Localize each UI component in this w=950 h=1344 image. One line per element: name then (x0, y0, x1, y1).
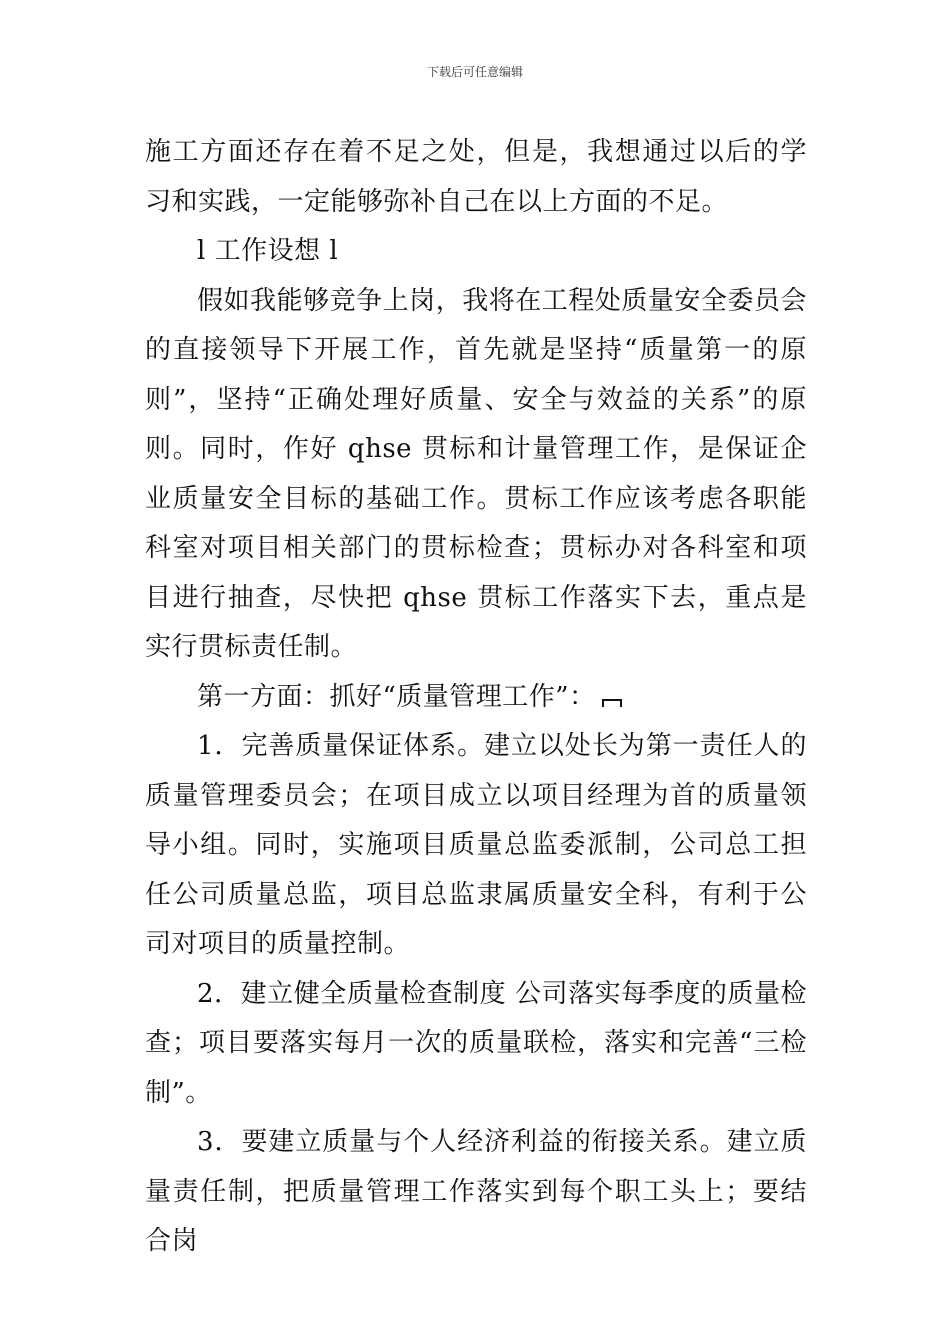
document-body (145, 128, 807, 1267)
paragraph-item-2: 2．建立健全质量检查制度 公司落实每季度的质量检查；项目要落实每月一次的质量联检，落实和完善“三检制”。 (145, 978, 807, 1108)
section-heading: l 工作设想 l (197, 236, 339, 266)
subsection-heading (145, 673, 807, 723)
paragraph-continuation: 施工方面还存在着不足之处，但是，我想通过以后的学习和实践，一定能够弥补自己在以上方面的不足。 (145, 137, 807, 217)
subsection-heading-text: 第一方面：抓好“质量管理工作”： (197, 681, 596, 712)
paragraph-item-1: 1．完善质量保证体系。建立以处长为第一责任人的质量管理委员会；在项目成立以项目经理为首的质量领导小组。同时，实施项目质量总监委派制，公司总工担任公司质量总监，项目总监隶属质量安全科，有利于公司对项目的质量控制。 (145, 731, 807, 959)
paragraph-work-plan: 假如我能够竞争上岗，我将在工程处质量安全委员会的直接领导下开展工作，首先就是坚持“质量第一的原则”，坚持“正确处理好质量、安全与效益的关系”的原则。同时，作好 qhse 贯标和计量管理工作，是保证企业质量安全目标的基础工作。贯标工作应该考虑各职能科室对项目相关部门的贯标检查；贯标办对各科室和项目进行抽查，尽快把 qhse 贯标工作落实下去，重点是实行贯标责任制。 (145, 285, 807, 662)
paragraph-item-3: 3．要建立质量与个人经济利益的衔接关系。建立质量责任制，把质量管理工作落实到每个职工头上；要结合岗 (145, 1127, 807, 1256)
page-header: 下载后可任意编辑 (426, 65, 523, 79)
bracket-mark-icon (602, 699, 622, 707)
